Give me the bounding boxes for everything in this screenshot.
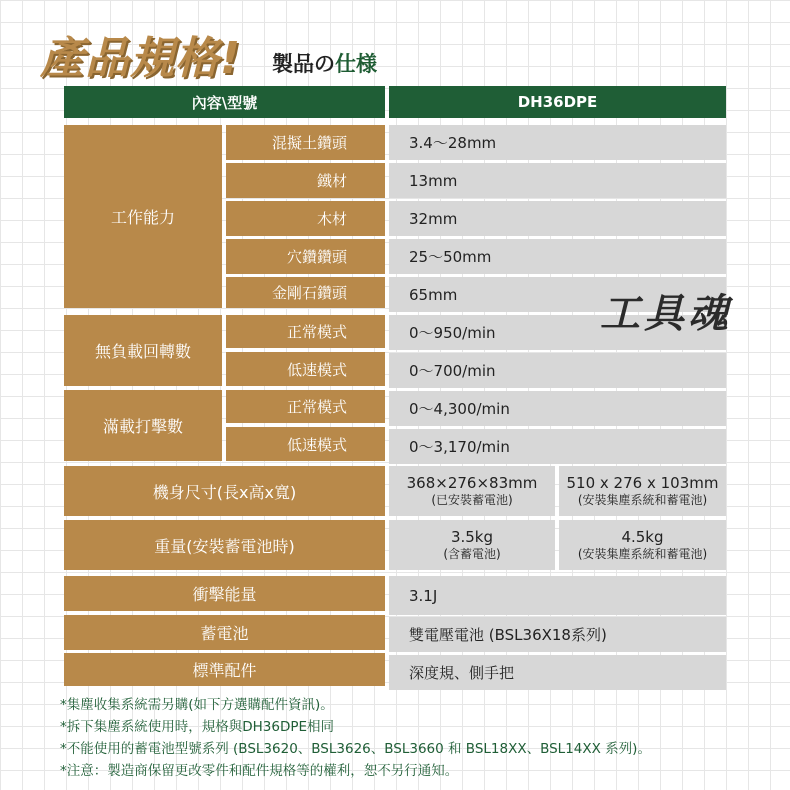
row-label: 穴鑽鑽頭 bbox=[226, 239, 385, 274]
battery-value: 雙電壓電池 (BSL36X18系列) bbox=[389, 617, 726, 652]
dimensions-value-battery: 368×276×83mm (已安裝蓄電池) bbox=[389, 466, 555, 516]
row-label: 木材 bbox=[226, 201, 385, 236]
table-header-model: DH36DPE bbox=[389, 86, 726, 118]
category-no-load-speed: 無負載回轉數 bbox=[64, 315, 222, 386]
row-label: 鐵材 bbox=[226, 163, 385, 198]
category-impact-rate: 滿載打擊數 bbox=[64, 390, 222, 461]
row-value: 3.4～28mm bbox=[389, 125, 726, 160]
row-label: 低速模式 bbox=[226, 352, 385, 386]
row-value: 0～950/min bbox=[389, 315, 726, 350]
battery-label: 蓄電池 bbox=[64, 615, 385, 650]
page-subtitle: 製品の仕様 bbox=[272, 52, 377, 76]
footnote: *集塵收集系統需另購(如下方選購配件資訊)。 bbox=[60, 697, 334, 713]
subtitle-highlight: 仕様 bbox=[335, 52, 377, 76]
row-value: 65mm bbox=[389, 277, 726, 312]
accessories-value: 深度規、側手把 bbox=[389, 655, 726, 690]
footnote: *不能使用的蓄電池型號系列 (BSL3620、BSL3626、BSL3660 和 BSL18XX、BSL14XX 系列)。 bbox=[60, 741, 651, 757]
row-value: 13mm bbox=[389, 163, 726, 198]
row-label: 金剛石鑽頭 bbox=[226, 277, 385, 308]
row-value: 0～700/min bbox=[389, 353, 726, 388]
row-label: 低速模式 bbox=[226, 427, 385, 461]
row-label: 正常模式 bbox=[226, 315, 385, 348]
watermark-text: 工具魂 bbox=[600, 290, 732, 337]
dimensions-label: 機身尺寸(長x高x寬) bbox=[64, 466, 385, 516]
row-value: 32mm bbox=[389, 201, 726, 236]
row-value: 25～50mm bbox=[389, 239, 726, 274]
dimensions-value-dust-system: 510 x 276 x 103mm (安裝集塵系統和蓄電池) bbox=[559, 466, 726, 516]
brand-watermark bbox=[600, 282, 770, 342]
impact-energy-label: 衝擊能量 bbox=[64, 576, 385, 611]
row-label: 混擬土鑽頭 bbox=[226, 125, 385, 160]
category-work-capacity: 工作能力 bbox=[64, 125, 222, 308]
footnote: *拆下集塵系統使用時，規格與DH36DPE相同 bbox=[60, 719, 335, 735]
row-value: 0～4,300/min bbox=[389, 391, 726, 426]
row-value: 0～3,170/min bbox=[389, 429, 726, 464]
table-header-label: 內容\型號 bbox=[64, 86, 385, 118]
footnote: *注意：製造商保留更改零件和配件規格等的權利，恕不另行通知。 bbox=[60, 763, 459, 779]
impact-energy-value: 3.1J bbox=[389, 576, 726, 615]
weight-value-dust-system: 4.5kg (安裝集塵系統和蓄電池) bbox=[559, 520, 726, 570]
footnotes bbox=[60, 694, 651, 782]
weight-label: 重量(安裝蓄電池時) bbox=[64, 520, 385, 570]
weight-value-battery: 3.5kg (含蓄電池) bbox=[389, 520, 555, 570]
page-title: 產品規格! bbox=[40, 33, 242, 84]
accessories-label: 標準配件 bbox=[64, 653, 385, 686]
row-label: 正常模式 bbox=[226, 390, 385, 423]
